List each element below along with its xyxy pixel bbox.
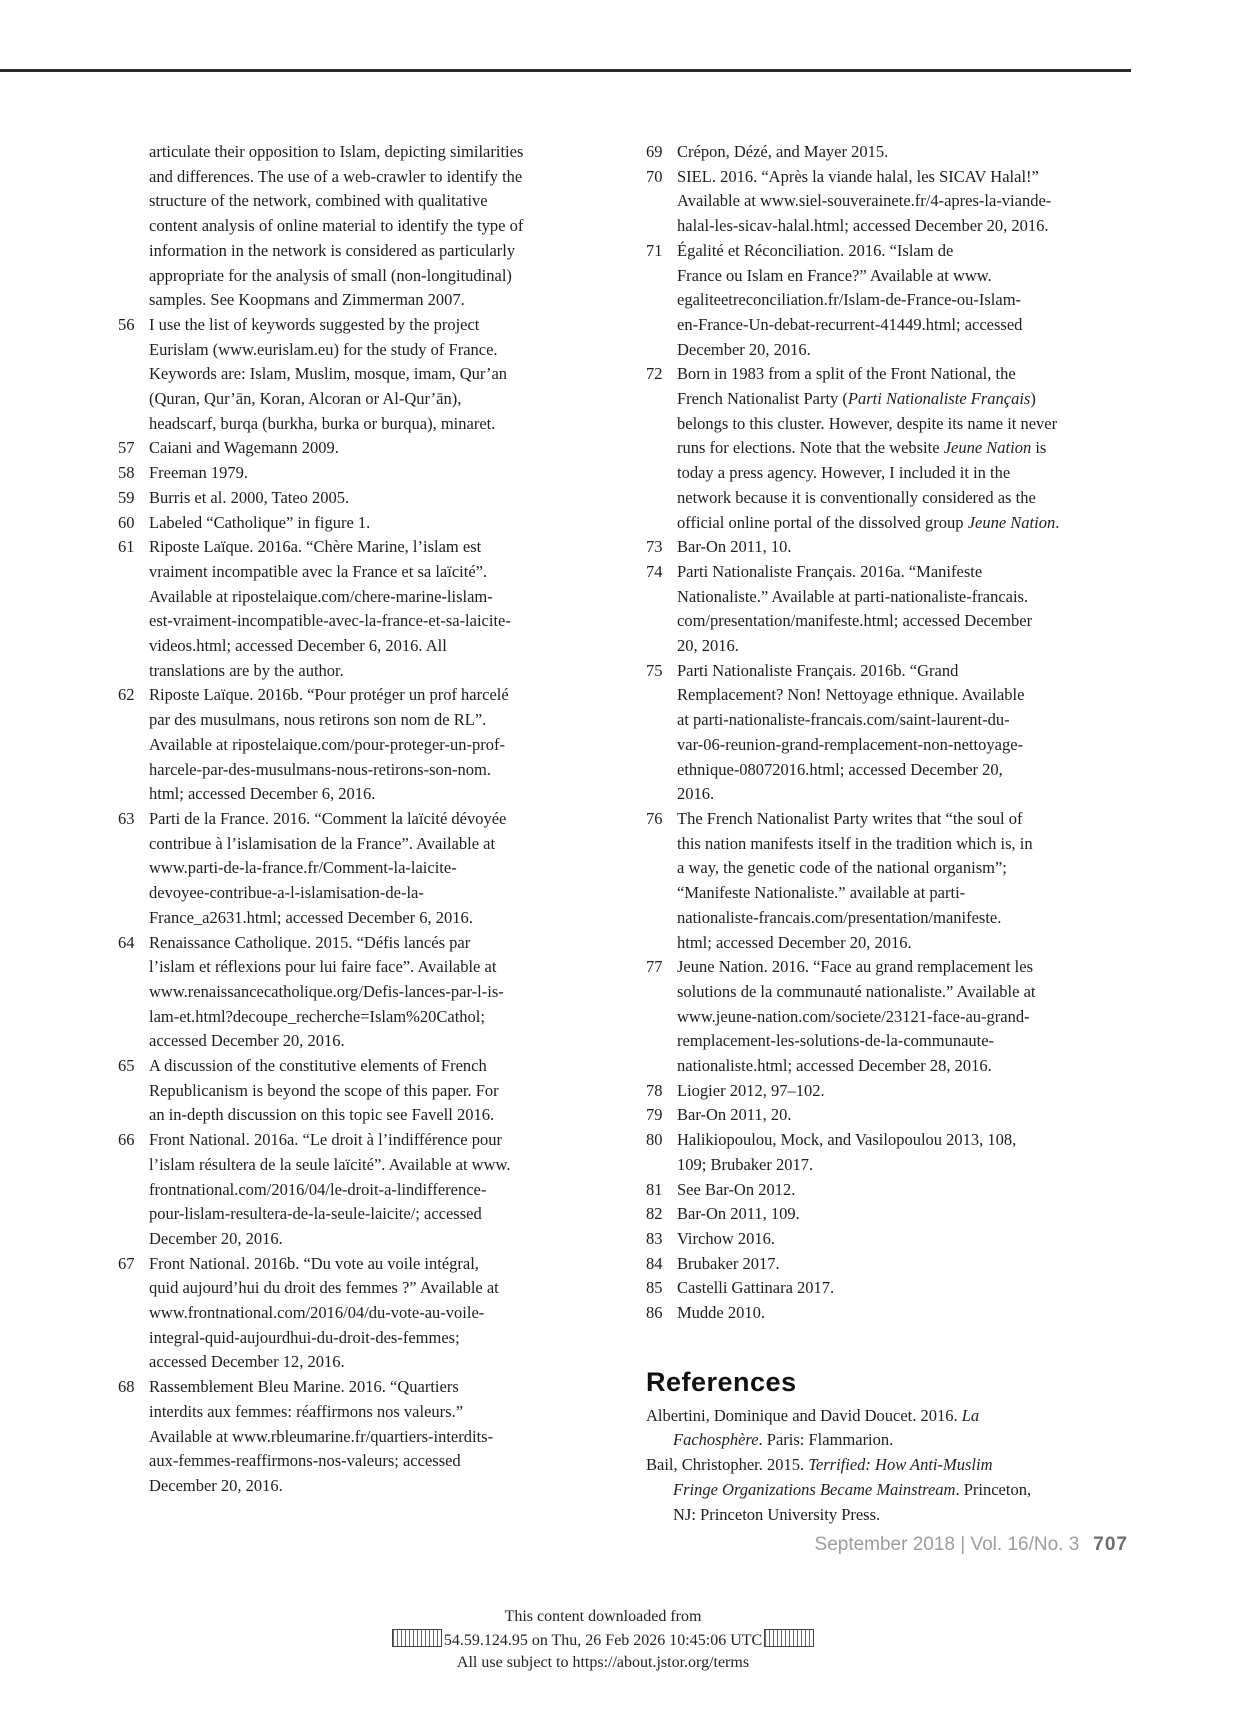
endnote-number: 80 — [646, 1130, 663, 1150]
endnote-line: today a press agency. However, I included it in the — [677, 463, 1011, 483]
endnote — [646, 165, 1138, 239]
endnote-line: December 20, 2016. — [677, 339, 811, 359]
endnotes-right-list — [646, 140, 1138, 1326]
endnote-line: network because it is conventionally considered as the — [677, 487, 1036, 507]
endnote-line: solutions de la communauté nationaliste.” Available at — [677, 981, 1036, 1001]
endnote — [646, 535, 1138, 560]
endnote — [646, 1227, 1138, 1252]
endnote-line: www.parti-de-la-france.fr/Comment-la-laicite- — [149, 858, 457, 878]
endnote-line: December 20, 2016. — [149, 1475, 283, 1495]
endnote — [646, 1301, 1138, 1326]
endnote-line: Republicanism is beyond the scope of this paper. For — [149, 1080, 499, 1100]
endnote — [646, 1276, 1138, 1301]
endnote-number: 77 — [646, 957, 663, 977]
endnote-line: Nationaliste.” Available at parti-nationaliste-francais. — [677, 586, 1029, 606]
endnotes-column-right — [646, 140, 1138, 1527]
endnote-line: Available at ripostelaique.com/chere-marine-lislam- — [149, 586, 493, 606]
endnote-line: Caiani and Wagemann 2009. — [149, 438, 339, 458]
endnote-number: 73 — [646, 537, 663, 557]
endnote-line: Renaissance Catholique. 2015. “Défis lancés par — [149, 932, 471, 952]
endnote-line: Available at www.siel-souverainete.fr/4-apres-la-viande- — [677, 191, 1052, 211]
endnote-line: See Bar-On 2012. — [677, 1179, 796, 1199]
endnote — [646, 659, 1138, 807]
endnote-line: videos.html; accessed December 6, 2016. All — [149, 636, 447, 656]
endnote-number: 63 — [118, 808, 135, 828]
endnotes-column-left — [118, 140, 623, 1499]
endnote-line: headscarf, burqa (burkha, burka or burqua), minaret. — [149, 413, 496, 433]
endnote-line: Available at ripostelaique.com/pour-proteger-un-prof- — [149, 734, 505, 754]
jstor-notice — [0, 1606, 1238, 1675]
endnote-line: (Quran, Qur’ān, Koran, Alcoran or Al-Qur’ān), — [149, 389, 462, 409]
endnote — [118, 807, 623, 931]
endnote-line: official online portal of the dissolved group Jeune Nation. — [677, 512, 1060, 532]
endnote-line: devoyee-contribue-a-l-islamisation-de-la- — [149, 883, 424, 903]
endnote-line: Labeled “Catholique” in figure 1. — [149, 512, 371, 532]
endnote — [118, 140, 623, 313]
endnote-line: Eurislam (www.eurislam.eu) for the study of France. — [149, 339, 498, 359]
endnote — [646, 1178, 1138, 1203]
endnote-line: France_a2631.html; accessed December 6, 2016. — [149, 907, 473, 927]
endnote-line: “Manifeste Nationaliste.” available at parti- — [677, 883, 966, 903]
redaction-hatch-right — [764, 1629, 814, 1647]
endnote-line: Keywords are: Islam, Muslim, mosque, imam, Qur’an — [149, 364, 508, 384]
endnote-line: and differences. The use of a web-crawler to identify the — [149, 166, 523, 186]
endnote-line: quid aujourd’hui du droit des femmes ?” Available at — [149, 1278, 499, 1298]
endnote-line: remplacement-les-solutions-de-la-communaute- — [677, 1031, 995, 1051]
endnote-line: 2016. — [677, 784, 715, 804]
endnote-line: nationaliste.html; accessed December 28, 2016. — [677, 1056, 992, 1076]
endnote-line: aux-femmes-reaffirmons-nos-valeurs; accessed — [149, 1451, 461, 1471]
endnote-line: Crépon, Dézé, and Mayer 2015. — [677, 142, 889, 161]
endnote — [646, 362, 1138, 535]
endnote-line: France ou Islam en France?” Available at www. — [677, 265, 992, 285]
endnote-line: a way, the genetic code of the national organism”; — [677, 858, 1007, 878]
endnote — [646, 560, 1138, 659]
endnote-line: pour-lislam-resultera-de-la-seule-laicite/; accessed — [149, 1204, 482, 1224]
endnote-line: par des musulmans, nous retirons son nom de RL”. — [149, 710, 487, 730]
endnote-number: 62 — [118, 685, 135, 705]
jstor-notice-line3: All use subject to https://about.jstor.org/terms — [456, 1654, 750, 1671]
endnote-line: translations are by the author. — [149, 660, 344, 680]
endnote-number: 65 — [118, 1056, 135, 1076]
endnote-number: 75 — [646, 660, 663, 680]
endnote-line: Bar-On 2011, 20. — [677, 1105, 792, 1125]
endnote-line: Parti Nationaliste Français. 2016a. “Manifeste — [677, 561, 983, 581]
endnote-number: 76 — [646, 808, 663, 828]
jstor-notice-line1: This content downloaded from — [504, 1608, 702, 1625]
page-footer — [815, 1534, 1128, 1556]
endnote-number: 69 — [646, 142, 663, 161]
endnote-number: 61 — [118, 537, 135, 557]
endnote-number: 74 — [646, 561, 663, 581]
endnote — [118, 1128, 623, 1252]
endnote-line: A discussion of the constitutive elements of French — [149, 1056, 487, 1076]
endnote-line: articulate their opposition to Islam, depicting similarities — [149, 142, 524, 161]
endnote — [118, 535, 623, 683]
endnote-number: 71 — [646, 240, 663, 260]
endnote-number: 68 — [118, 1377, 135, 1397]
endnote-line: at parti-nationaliste-francais.com/saint-laurent-du- — [677, 710, 1010, 730]
endnote-line: an in-depth discussion on this topic see Favell 2016. — [149, 1105, 495, 1125]
endnote-line: www.renaissancecatholique.org/Defis-lances-par-l-is- — [149, 981, 504, 1001]
endnote — [118, 1252, 623, 1376]
endnote-line: December 20, 2016. — [149, 1228, 283, 1248]
endnote-number: 67 — [118, 1253, 135, 1273]
top-rule — [0, 69, 1131, 72]
endnote-line: www.jeune-nation.com/societe/23121-face-au-grand- — [677, 1006, 1030, 1026]
endnote-line: en-France-Un-debat-recurrent-41449.html; accessed — [677, 314, 1023, 334]
endnote — [646, 1128, 1138, 1177]
endnote-line: Riposte Laïque. 2016b. “Pour protéger un prof harcelé — [149, 685, 509, 705]
endnote-number: 83 — [646, 1228, 663, 1248]
endnote-line: frontnational.com/2016/04/le-droit-a-lindifference- — [149, 1179, 487, 1199]
jstor-notice-line2 — [0, 1629, 1238, 1653]
endnote-line: accessed December 20, 2016. — [149, 1031, 345, 1051]
endnote-line: belongs to this cluster. However, despite its name it never — [677, 413, 1058, 433]
endnote-line: l’islam et réflexions pour lui faire face”. Available at — [149, 957, 497, 977]
journal-issue-info: September 2018 | Vol. 16/No. 3 — [814, 1534, 1080, 1555]
reference-line: Albertini, Dominique and David Doucet. 2016. La — [646, 1405, 980, 1425]
endnote-line: Freeman 1979. — [149, 463, 248, 483]
endnote-number: 57 — [118, 438, 135, 458]
endnote — [646, 1103, 1138, 1128]
endnote-line: Bar-On 2011, 109. — [677, 1204, 800, 1224]
endnote-line: appropriate for the analysis of small (non-longitudinal) — [149, 265, 512, 285]
endnote — [646, 1252, 1138, 1277]
endnote-line: Available at www.rbleumarine.fr/quartiers-interdits- — [149, 1426, 494, 1446]
endnote-line: nationaliste-francais.com/presentation/manifeste. — [677, 907, 1002, 927]
endnote — [646, 140, 1138, 165]
endnote-line: Liogier 2012, 97–102. — [677, 1080, 825, 1100]
reference-entry — [646, 1453, 1138, 1527]
endnote-line: harcele-par-des-musulmans-nous-retirons-son-nom. — [149, 759, 491, 779]
endnote-line: Castelli Gattinara 2017. — [677, 1278, 835, 1298]
references-heading: References — [646, 1366, 797, 1397]
redaction-hatch-left — [392, 1629, 442, 1647]
endnote-number: 79 — [646, 1105, 663, 1125]
endnote-line: Bar-On 2011, 10. — [677, 537, 792, 557]
endnote-line: information in the network is considered as particularly — [149, 240, 516, 260]
reference-line: NJ: Princeton University Press. — [673, 1504, 881, 1524]
endnote-number: 64 — [118, 932, 135, 952]
endnote — [646, 807, 1138, 955]
endnote-line: Brubaker 2017. — [677, 1253, 780, 1273]
endnote-number — [118, 140, 149, 313]
endnote-line: French Nationalist Party (Parti Nationaliste Français) — [677, 389, 1036, 409]
endnote-line: Parti de la France. 2016. “Comment la laïcité dévoyée — [149, 808, 507, 828]
reference-line: Bail, Christopher. 2015. Terrified: How Anti-Muslim — [646, 1455, 993, 1475]
endnote — [646, 239, 1138, 363]
endnote-line: html; accessed December 6, 2016. — [149, 784, 376, 804]
endnote-line: ethnique-08072016.html; accessed December 20, — [677, 759, 1003, 779]
endnote-line: com/presentation/manifeste.html; accessed December — [677, 611, 1033, 631]
endnote — [118, 461, 623, 486]
endnote — [118, 436, 623, 461]
endnote-line: Burris et al. 2000, Tateo 2005. — [149, 487, 350, 507]
endnote-line: Jeune Nation. 2016. “Face au grand remplacement les — [677, 957, 1033, 977]
endnote-line: samples. See Koopmans and Zimmerman 2007. — [149, 290, 465, 310]
endnote-line: halal-les-sicav-halal.html; accessed December 20, 2016. — [677, 216, 1049, 236]
endnote-number: 86 — [646, 1303, 663, 1323]
endnote-line: l’islam résultera de la seule laïcité”. Available at www. — [149, 1154, 511, 1174]
endnote-line: Remplacement? Non! Nettoyage ethnique. Available — [677, 685, 1025, 705]
endnote-line: this nation manifests itself in the tradition which is, in — [677, 833, 1033, 853]
endnote-line: accessed December 12, 2016. — [149, 1352, 345, 1372]
endnote-line: Rassemblement Bleu Marine. 2016. “Quartiers — [149, 1377, 459, 1397]
endnote-line: Riposte Laïque. 2016a. “Chère Marine, l’islam est — [149, 537, 482, 557]
endnote-number: 72 — [646, 364, 663, 384]
endnote-line: var-06-reunion-grand-remplacement-non-nettoyage- — [677, 734, 1024, 754]
endnote-number: 82 — [646, 1204, 663, 1224]
endnote-line: Front National. 2016b. “Du vote au voile intégral, — [149, 1253, 479, 1273]
endnote-line: Born in 1983 from a split of the Front National, the — [677, 364, 1016, 384]
endnote-line: I use the list of keywords suggested by the project — [149, 314, 480, 334]
endnote-line: Halikiopoulou, Mock, and Vasilopoulou 2013, 108, — [677, 1130, 1017, 1150]
endnote-line: integral-quid-aujourdhui-du-droit-des-femmes; — [149, 1327, 460, 1347]
endnote-line: runs for elections. Note that the website Jeune Nation is — [677, 438, 1047, 458]
endnote — [646, 1079, 1138, 1104]
reference-line: Fringe Organizations Became Mainstream. Princeton, — [673, 1479, 1032, 1499]
endnote-number: 78 — [646, 1080, 663, 1100]
references-list — [646, 1404, 1138, 1528]
endnote-line: Égalité et Réconciliation. 2016. “Islam de — [677, 240, 954, 260]
reference-line: Fachosphère. Paris: Flammarion. — [673, 1430, 894, 1450]
endnote — [118, 1054, 623, 1128]
endnote-line: egaliteetreconciliation.fr/Islam-de-France-ou-Islam- — [677, 290, 1022, 310]
endnote-line: SIEL. 2016. “Après la viande halal, les SICAV Halal!” — [677, 166, 1039, 186]
endnote-number: 59 — [118, 487, 135, 507]
endnote-number: 84 — [646, 1253, 663, 1273]
endnote-line: Parti Nationaliste Français. 2016b. “Grand — [677, 660, 959, 680]
endnote-number: 85 — [646, 1278, 663, 1298]
endnote-line: vraiment incompatible avec la France et sa laïcité”. — [149, 561, 488, 581]
endnote-number: 66 — [118, 1130, 135, 1150]
endnote-line: contribue à l’islamisation de la France”. Available at — [149, 833, 496, 853]
endnote-line: est-vraiment-incompatible-avec-la-france-et-sa-laicite- — [149, 611, 511, 631]
endnote-line: 109; Brubaker 2017. — [677, 1154, 814, 1174]
endnote-number: 60 — [118, 512, 135, 532]
endnote-line: www.frontnational.com/2016/04/du-vote-au-voile- — [149, 1303, 485, 1323]
endnote-number: 70 — [646, 166, 663, 186]
endnote — [646, 955, 1138, 1079]
page-number: 707 — [1093, 1534, 1128, 1555]
endnote-line: lam-et.html?decoupe_recherche=Islam%20Cathol; — [149, 1006, 485, 1026]
reference-entry — [646, 1404, 1138, 1453]
endnote-line: Virchow 2016. — [677, 1228, 775, 1248]
endnote-line: content analysis of online material to identify the type of — [149, 216, 524, 236]
endnote — [118, 486, 623, 511]
endnote-line: 20, 2016. — [677, 636, 739, 656]
endnote — [118, 511, 623, 536]
endnote — [118, 1375, 623, 1499]
endnote — [118, 313, 623, 437]
endnote-number: 81 — [646, 1179, 663, 1199]
endnote — [118, 931, 623, 1055]
endnote — [118, 683, 623, 807]
endnote-line: interdits aux femmes: réaffirmons nos valeurs.” — [149, 1401, 464, 1421]
endnote-line: structure of the network, combined with qualitative — [149, 191, 488, 211]
endnote-number: 56 — [118, 314, 135, 334]
endnote — [646, 1202, 1138, 1227]
endnote-line: The French Nationalist Party writes that “the soul of — [677, 808, 1023, 828]
endnote-line: Mudde 2010. — [677, 1303, 765, 1323]
endnote-line: Front National. 2016a. “Le droit à l’indifférence pour — [149, 1130, 502, 1150]
endnote-number: 58 — [118, 463, 135, 483]
jstor-download-info: 54.59.124.95 on Thu, 26 Feb 2026 10:45:06 UTC — [443, 1631, 763, 1649]
endnote-line: html; accessed December 20, 2016. — [677, 932, 912, 952]
